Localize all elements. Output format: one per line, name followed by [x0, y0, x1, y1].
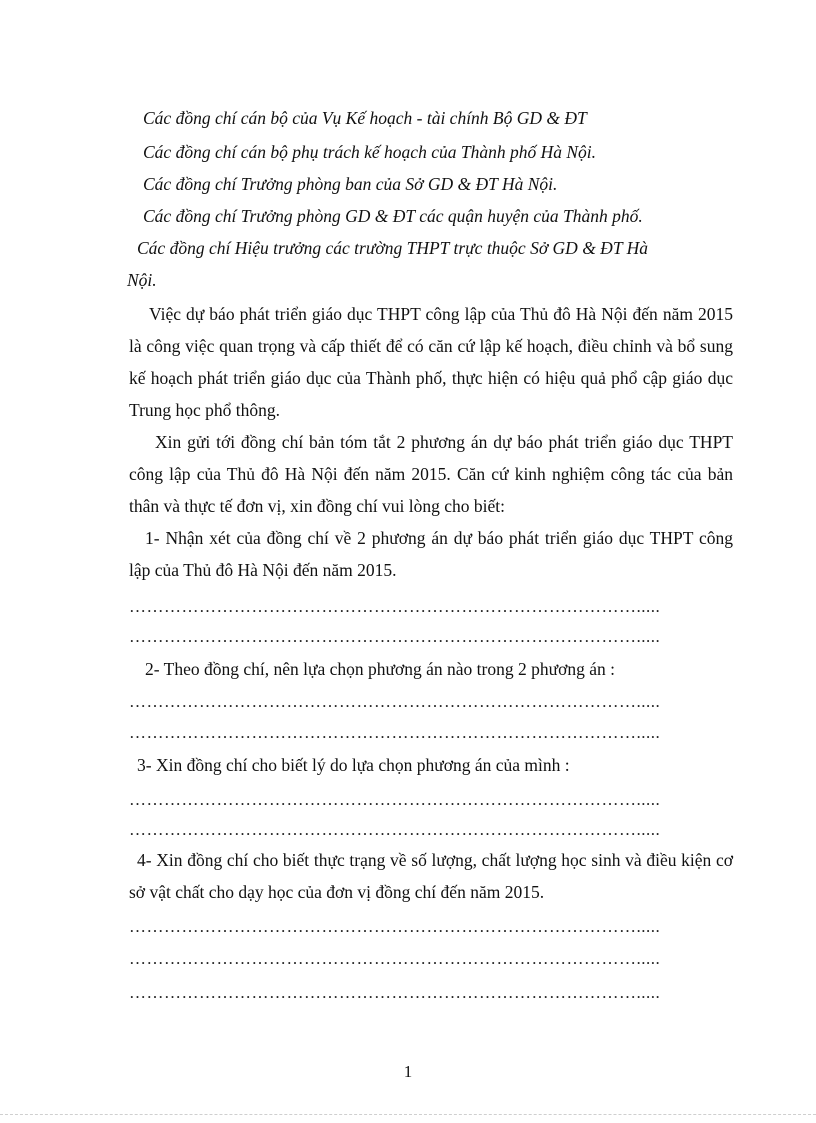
answer-line: ……………………………………………………………………………..... — [129, 983, 661, 1002]
question-3: 3- Xin đồng chí cho biết lý do lựa chọn phương án của mình : — [137, 755, 570, 775]
recipient-line: Nội. — [127, 270, 157, 290]
body-paragraph: Việc dự báo phát triển giáo dục THPT công lập của Thủ đô Hà Nội đến năm 2015 là công việc quan trọng và cấp thiết để có căn cứ lập kế hoạch, điều chỉnh và bổ sung kế hoạch phát triển giáo dục của Thành phố, thực hiện có hiệu quả phổ cập giáo dục Trung học phổ thông. — [129, 304, 733, 420]
answer-line: ……………………………………………………………………………..... — [129, 627, 661, 646]
answer-line: ……………………………………………………………………………..... — [129, 692, 661, 711]
question-1: 1- Nhận xét của đồng chí về 2 phương án dự báo phát triển giáo dục THPT công lập của Thủ đô Hà Nội đến năm 2015. — [129, 528, 733, 580]
page-number: 1 — [403, 1062, 413, 1081]
page-bottom-divider — [0, 1114, 816, 1115]
recipient-line: Các đồng chí cán bộ của Vụ Kế hoạch - tài chính Bộ GD & ĐT — [143, 108, 587, 128]
recipient-line: Các đồng chí Hiệu trưởng các trường THPT trực thuộc Sở GD & ĐT Hà — [137, 238, 648, 258]
answer-line: ……………………………………………………………………………..... — [129, 949, 661, 968]
question-4: 4- Xin đồng chí cho biết thực trạng về số lượng, chất lượng học sinh và điều kiện cơ sở vật chất cho dạy học của đơn vị đồng chí đến năm 2015. — [129, 850, 733, 902]
recipient-line: Các đồng chí Trưởng phòng ban của Sở GD & ĐT Hà Nội. — [143, 174, 558, 194]
answer-line: ……………………………………………………………………………..... — [129, 917, 661, 936]
answer-line: ……………………………………………………………………………..... — [129, 820, 661, 839]
answer-line: ……………………………………………………………………………..... — [129, 723, 661, 742]
answer-line: ……………………………………………………………………………..... — [129, 597, 661, 616]
question-2: 2- Theo đồng chí, nên lựa chọn phương án nào trong 2 phương án : — [145, 659, 615, 679]
recipient-line: Các đồng chí cán bộ phụ trách kế hoạch của Thành phố Hà Nội. — [143, 142, 597, 162]
body-paragraph: Xin gửi tới đồng chí bản tóm tắt 2 phương án dự báo phát triển giáo dục THPT công lập của Thủ đô Hà Nội đến năm 2015. Căn cứ kinh nghiệm công tác của bản thân và thực tế đơn vị, xin đồng chí vui lòng cho biết: — [129, 432, 733, 516]
recipient-line: Các đồng chí Trưởng phòng GD & ĐT các quận huyện của Thành phố. — [143, 206, 643, 226]
answer-line: ……………………………………………………………………………..... — [129, 790, 661, 809]
